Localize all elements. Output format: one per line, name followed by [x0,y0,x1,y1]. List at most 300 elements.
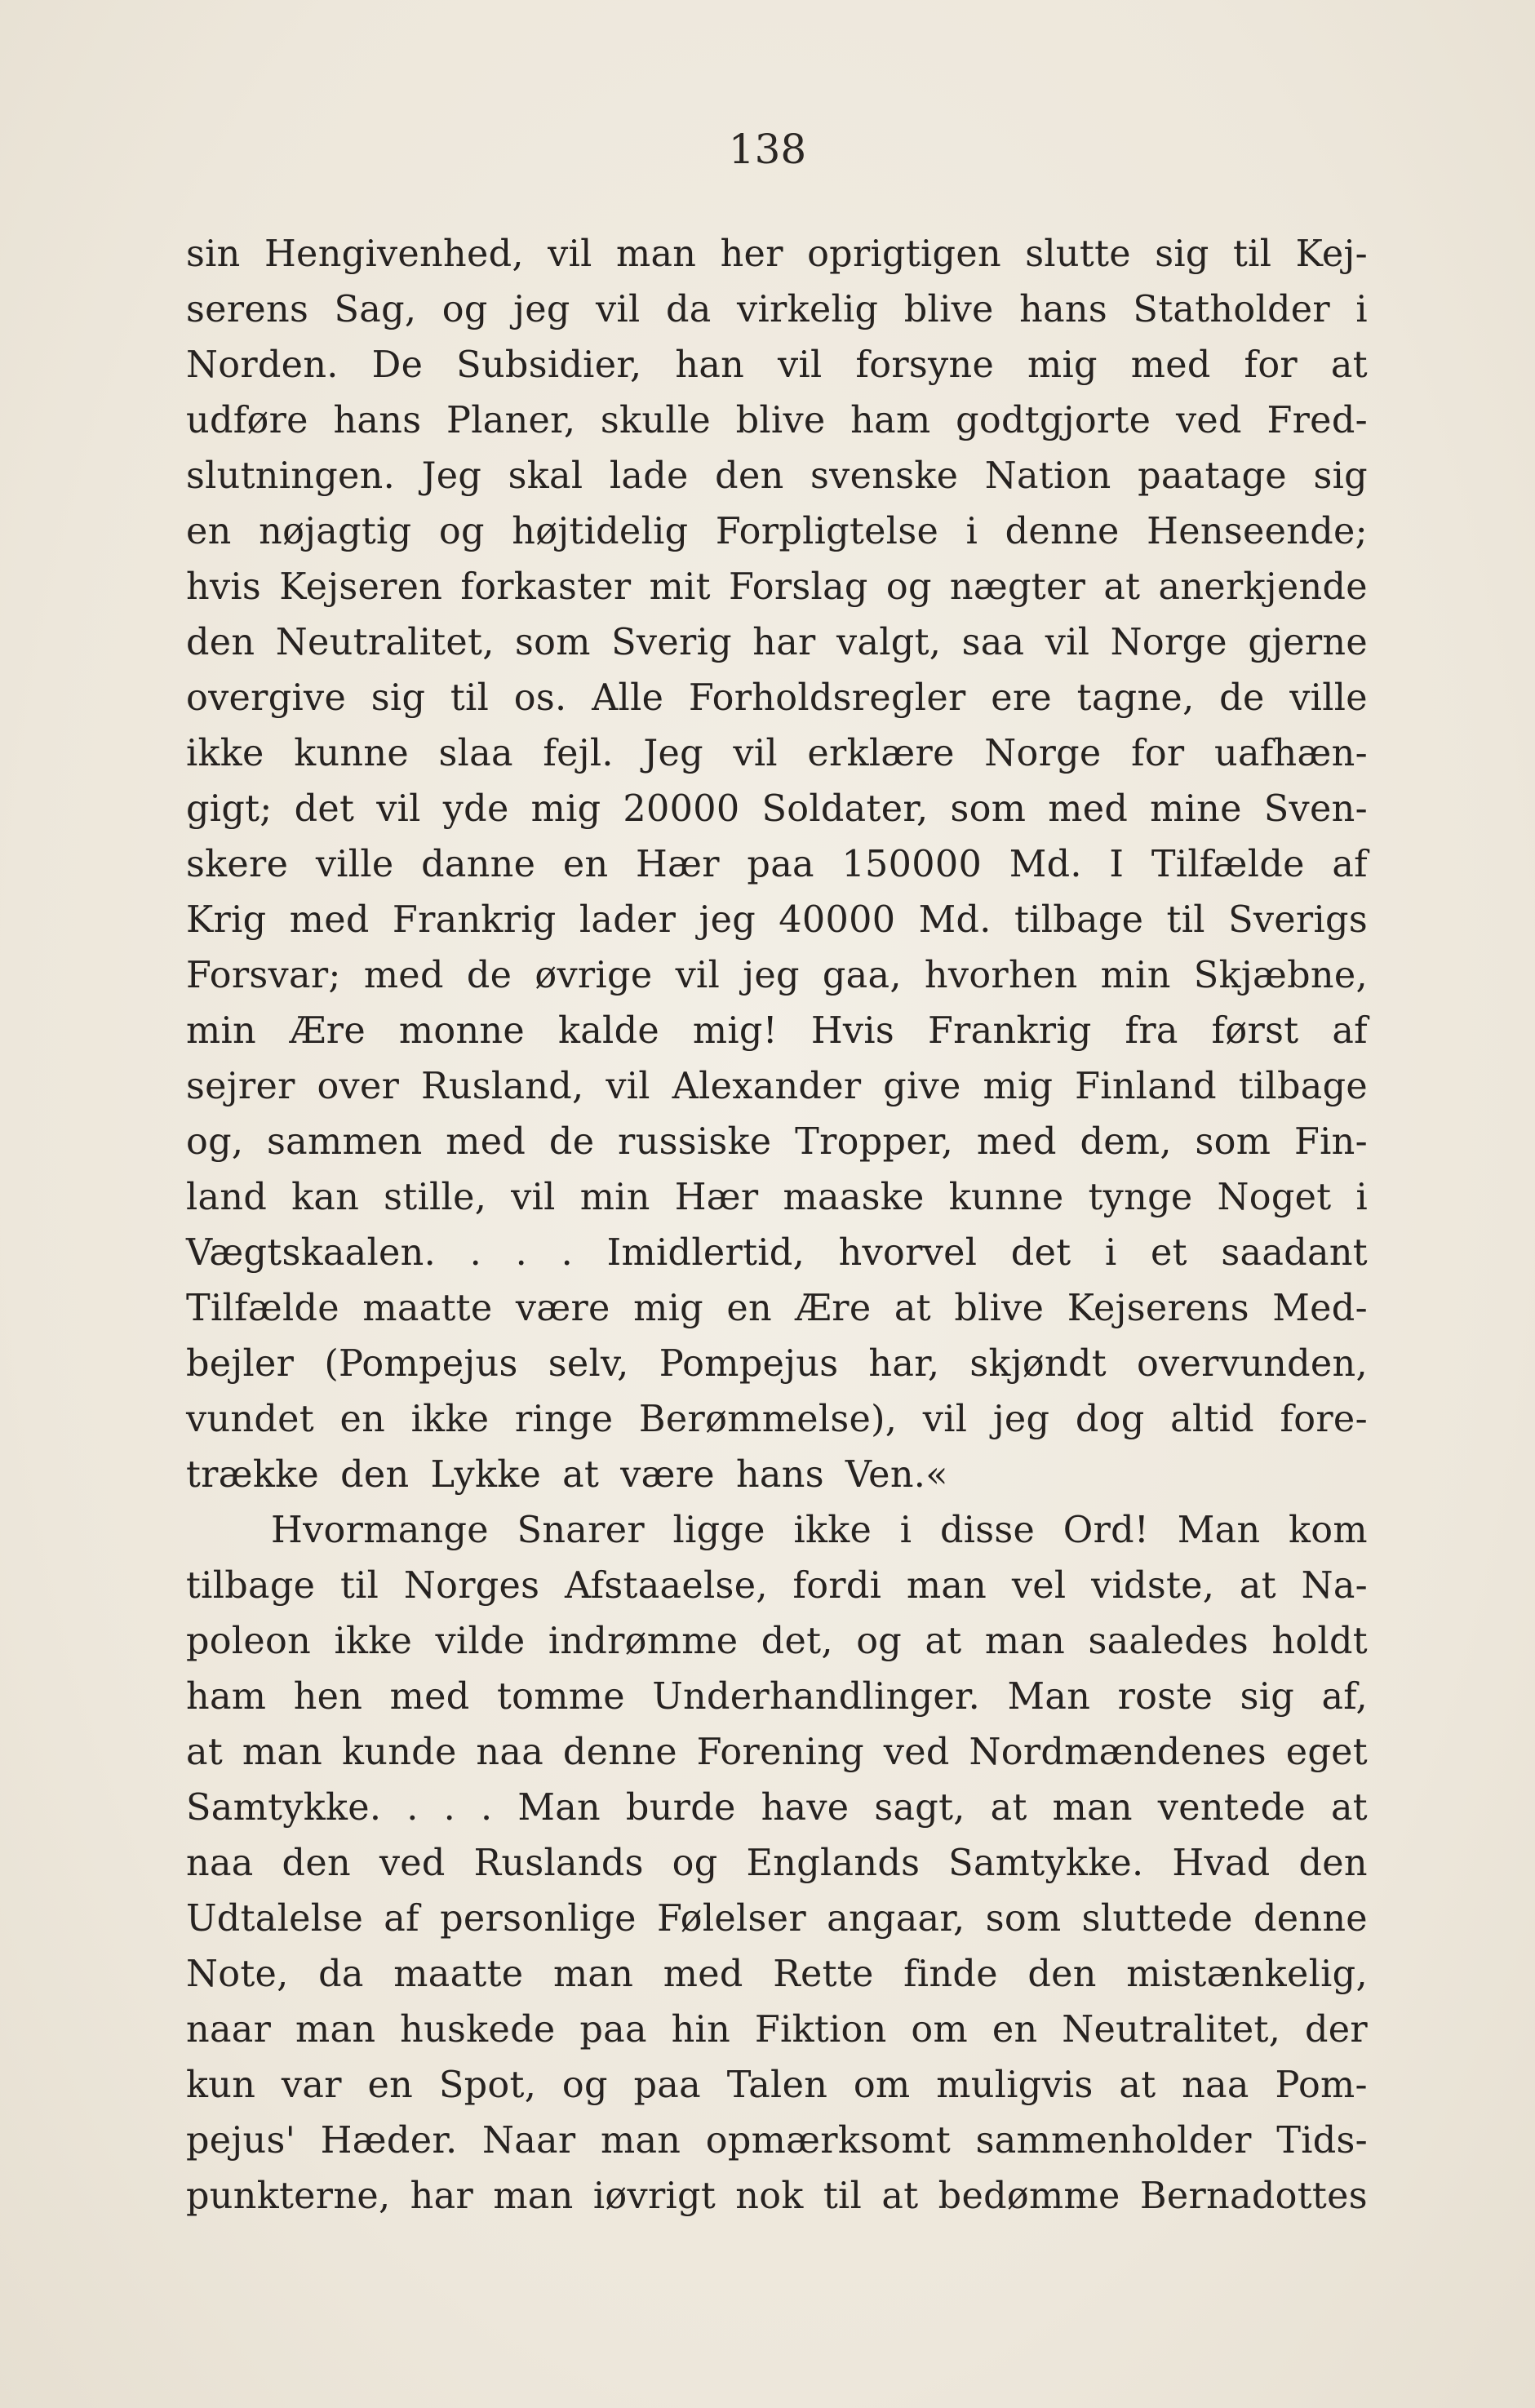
word: naa [1182,2064,1249,2106]
word: mine [1150,788,1242,830]
word: . [480,1787,493,1829]
word: vil [733,733,778,774]
word: sig [1313,455,1368,497]
word: poleon [186,1621,312,1662]
word: Skjæbne, [1193,955,1368,996]
word: hans [735,1454,824,1496]
word: mig [633,1288,703,1329]
word: man [493,2175,574,2217]
word: Berømmelse), [638,1399,898,1440]
word: sig [1155,233,1209,275]
word: de [1219,677,1265,719]
word: Neutralitet, [1062,2009,1281,2051]
word: overvunden, [1136,1343,1368,1385]
word: at [990,1787,1027,1829]
word: tilbage [1238,1066,1368,1107]
text-line [186,1226,1368,1281]
word: vil [548,233,592,275]
word: af [1332,844,1368,885]
word: denne [1253,1898,1368,1940]
word: Jeg [421,455,482,497]
word: mig [530,788,601,830]
word: til [450,677,490,719]
word: Imidlertid, [606,1232,805,1274]
word: kunne [948,1177,1064,1218]
word: ved [1175,400,1242,441]
word: gjerne [1248,622,1368,663]
text-line [186,1115,1368,1170]
word: med [389,1676,470,1718]
word: med [663,1953,743,1995]
word: at [186,1732,224,1773]
word: gigt; [186,788,273,830]
word: den [1027,1953,1097,1995]
word: med [1048,788,1129,830]
word: vil [675,955,721,996]
word: Noget [1217,1177,1332,1218]
word: Ruslands [473,1843,644,1884]
word: af, [1321,1676,1368,1718]
word: Planer, [446,400,576,441]
word: disse [939,1510,1036,1551]
word: Nation [984,455,1111,497]
word: vilde [435,1621,526,1662]
word: vel [1011,1565,1067,1607]
word: det, [761,1621,833,1662]
word: udføre [186,400,308,441]
word: erklære [807,733,955,774]
word: Hæder. [320,2120,458,2162]
word: en [339,1399,386,1440]
word: monne [398,1010,526,1052]
word: svenske [810,455,959,497]
word: Pom- [1275,2064,1368,2106]
word: denne [1005,511,1120,552]
text-line [186,449,1368,504]
text-line [186,671,1368,726]
word: mig! [692,1010,778,1052]
word: uafhæn- [1214,733,1368,774]
word: tynge [1088,1177,1193,1218]
word: saaledes [1088,1621,1249,1662]
word: nøjagtig [259,511,412,552]
word: i [899,1510,912,1551]
word: saadant [1221,1232,1368,1274]
text-line [186,1836,1368,1891]
word: Hær [636,844,720,885]
word: man [1052,1787,1133,1829]
word: man [295,2009,376,2051]
word: eget [1285,1732,1368,1773]
word: nok [735,2175,804,2217]
word: maaske [783,1177,925,1218]
text-line [186,782,1368,837]
word: blive [954,1288,1045,1329]
word: at [1103,566,1141,608]
word: ved [379,1843,446,1884]
word: Hvad [1172,1843,1271,1884]
word: vil [922,1399,968,1440]
word: Alexander [672,1066,862,1107]
word: være [620,1454,715,1496]
word: Ære [795,1288,872,1329]
word: kun [186,2064,256,2106]
word: man [242,1732,323,1773]
word: virkelig [737,289,879,330]
word: Sag, [334,289,417,330]
word: anerkjende [1158,566,1368,608]
word: personlige [440,1898,637,1940]
word: mit [649,566,711,608]
word: os. [513,677,567,719]
text-line [186,837,1368,893]
text-line [186,1725,1368,1781]
word: om [911,2009,969,2051]
word: og [856,1621,903,1662]
word: med [289,899,370,941]
word: De [371,344,424,386]
word: skal [508,455,583,497]
word: jeg [699,899,756,941]
word: kan [291,1177,360,1218]
text-line [186,1947,1368,2002]
word: øvrige [535,955,653,996]
word: Underhandlinger. [652,1676,981,1718]
word: 40000 [779,899,896,941]
word: Hvormange [271,1510,489,1551]
word: Ære [289,1010,366,1052]
word: kunne [294,733,409,774]
page-number: 138 [728,126,807,173]
word: Statholder [1133,289,1330,330]
text-line [186,1503,1368,1559]
word: bejler [186,1343,295,1385]
word: man [552,1953,634,1995]
word: . [561,1232,574,1274]
word: forsyne [855,344,995,386]
word: Fred- [1267,400,1368,441]
word: Tilfælde [186,1288,339,1329]
word: som [515,622,591,663]
word: vil [596,289,641,330]
word: da [665,289,712,330]
word: vundet [186,1399,314,1440]
word: har, [868,1343,940,1385]
word: for [1244,344,1298,386]
word: vidste, [1091,1565,1215,1607]
word: Tids- [1276,2120,1368,2162]
word: Talen [726,2064,828,2106]
word: fore- [1280,1399,1368,1440]
word: den [1298,1843,1368,1884]
word: Samtykke. [948,1843,1144,1884]
word: blive [735,400,826,441]
word: en [562,844,609,885]
word: Kejserens [1067,1288,1249,1329]
word: Kej- [1295,233,1368,275]
word: højtidelig [512,511,689,552]
word: finde [903,1953,998,1995]
word: i [965,511,978,552]
word: mig [1027,344,1098,386]
word: Tilfælde [1151,844,1305,885]
word: fordi [792,1565,882,1607]
word: kunde [341,1732,457,1773]
word: altid [1170,1399,1254,1440]
word: og [672,1843,718,1884]
word: Henseende; [1147,511,1368,552]
word: paa [579,2009,647,2051]
word: naa [186,1843,254,1884]
word: . [443,1787,456,1829]
word: bedømme [938,2175,1120,2217]
word: kom [1289,1510,1368,1551]
word: af [384,1898,419,1940]
word: tomme [496,1676,625,1718]
word: en [367,2064,414,2106]
word: mig [983,1066,1054,1107]
word: Ord! [1063,1510,1150,1551]
word: maatte [393,1953,524,1995]
word: af [1332,1010,1368,1052]
word: en [992,2009,1038,2051]
word: de [548,1121,595,1163]
word: trække [186,1454,320,1496]
word: saa [961,622,1025,663]
word: godtgjorte [956,400,1151,441]
word: Md. [918,899,992,941]
word: og [438,511,485,552]
text-line [186,2169,1368,2224]
word: den [186,622,255,663]
word: Norges [403,1565,540,1607]
word: et [1151,1232,1187,1274]
word: og, [186,1121,244,1163]
word: vil [1045,622,1090,663]
word: man [906,1565,987,1607]
word: der [1305,2009,1368,2051]
word: naar [186,2009,272,2051]
word: huskede [400,2009,556,2051]
word: denne [562,1732,677,1773]
word: Krig [186,899,267,941]
word: sammen [267,1121,423,1163]
word: med [976,1121,1057,1163]
word: den [282,1843,351,1884]
word: var [281,2064,342,2106]
word: Med- [1272,1288,1368,1329]
word: Tropper, [795,1121,954,1163]
text-line [186,1392,1368,1448]
word: Naar [481,2120,576,2162]
word: yde [442,788,509,830]
word: Hær [674,1177,759,1218]
word: Norge [984,733,1102,774]
text-line [186,393,1368,449]
word: jeg [743,955,800,996]
word: overgive [186,677,347,719]
word: (Pompejus [324,1343,518,1385]
word: punkterne, [186,2175,391,2217]
word: det [1010,1232,1071,1274]
word: sig [1240,1676,1295,1718]
word: Subsidier, [456,344,642,386]
word: som [985,1898,1062,1940]
text-line [186,1170,1368,1226]
word: Man [1177,1510,1261,1551]
word: Note, [186,1953,289,1995]
word: hvis [186,566,262,608]
word: vil [778,344,823,386]
word: vil [606,1066,650,1107]
word: ved [883,1732,950,1773]
word: ham [186,1676,267,1718]
word: ikke [186,733,264,774]
text-line [186,893,1368,948]
word: at [1330,1787,1368,1829]
word: Rette [773,1953,874,1995]
word: slaa [438,733,513,774]
word: angaar, [827,1898,965,1940]
word: Forpligtelse [715,511,939,552]
word: valgt, [836,622,942,663]
word: paatage [1138,455,1287,497]
word: at [1239,1565,1276,1607]
word: Sverigs [1228,899,1368,941]
word: ere [991,677,1053,719]
word: sluttede [1081,1898,1233,1940]
word: Nordmændenes [969,1732,1267,1773]
word: over [317,1066,400,1107]
word: lader [579,899,677,941]
word: vil [511,1177,556,1218]
word: at [1119,2064,1156,2106]
word: ville [1289,677,1368,719]
word: blive [903,289,994,330]
word: hvorhen [924,955,1078,996]
word: Bernadottes [1139,2175,1368,2217]
word: sig [370,677,426,719]
word: Norden. [186,344,339,386]
word: land [186,1177,268,1218]
word: med [446,1121,526,1163]
word: Frankrig [927,1010,1092,1052]
text-line [186,1614,1368,1670]
word: Snarer [517,1510,645,1551]
word: maatte [362,1288,493,1329]
text-line [186,1891,1368,1947]
word: have [761,1787,850,1829]
word: for [1131,733,1185,774]
word: hvorvel [838,1232,978,1274]
word: jeg [992,1399,1050,1440]
word: sammenholder [975,2120,1252,2162]
word: en [726,1288,772,1329]
word: til [1166,899,1205,941]
word: Pompejus [659,1343,839,1385]
word: burde [625,1787,736,1829]
word: Forholdsregler [688,677,966,719]
body-text [186,227,1368,2224]
word: give [883,1066,961,1107]
word: Hengivenhed, [264,233,524,275]
word: oprigtigen [807,233,1001,275]
word: og [441,289,488,330]
text-line [186,282,1368,338]
word: hin [671,2009,731,2051]
text-line [186,560,1368,615]
word: Ven.« [845,1454,948,1496]
word: russiske [618,1121,772,1163]
word: Md. [1009,844,1082,885]
word: Finland [1075,1066,1217,1107]
word: Alle [592,677,664,719]
word: det [294,788,355,830]
word: som [1195,1121,1271,1163]
word: at [881,2175,919,2217]
word: iøvrigt [592,2175,716,2217]
text-line [186,2058,1368,2113]
word: hen [293,1676,363,1718]
word: med [363,955,444,996]
word: ringe [514,1399,614,1440]
word: dem, [1080,1121,1172,1163]
word: Afstaaelse, [564,1565,768,1607]
word: min [186,1010,256,1052]
word: Vægtskaalen. [186,1232,437,1274]
word: har [410,2175,474,2217]
word: gaa, [822,955,902,996]
word: ventede [1157,1787,1307,1829]
word: den [340,1454,410,1496]
text-line [186,1059,1368,1115]
word: sin [186,233,241,275]
word: først [1211,1010,1299,1052]
word: Lykke [430,1454,542,1496]
word: man [984,1621,1066,1662]
word: Forslag [729,566,868,608]
word: at [1330,344,1368,386]
word: Fin- [1293,1121,1368,1163]
word: paa [747,844,814,885]
word: Neutralitet, [275,622,495,663]
word: Jeg [643,733,703,774]
word: mistænkelig, [1126,1953,1368,1995]
word: Udtalelse [186,1898,364,1940]
word: Rusland, [421,1066,584,1107]
word: ville [315,844,394,885]
word: man [615,233,697,275]
word: ikke [334,1621,413,1662]
text-line [186,615,1368,671]
text-line [186,1670,1368,1725]
word: hans [333,400,422,441]
word: sagt, [874,1787,965,1829]
word: om [853,2064,911,2106]
text-line [186,726,1368,782]
word: han [675,344,745,386]
word: danne [421,844,536,885]
text-line [186,948,1368,1004]
word: har [752,622,816,663]
word: indrømme [548,1621,739,1662]
word: Følelser [657,1898,806,1940]
word: med [1130,344,1211,386]
word: slutte [1025,233,1131,275]
text-line [186,1337,1368,1392]
word: min [579,1177,650,1218]
word: Soldater, [761,788,929,830]
